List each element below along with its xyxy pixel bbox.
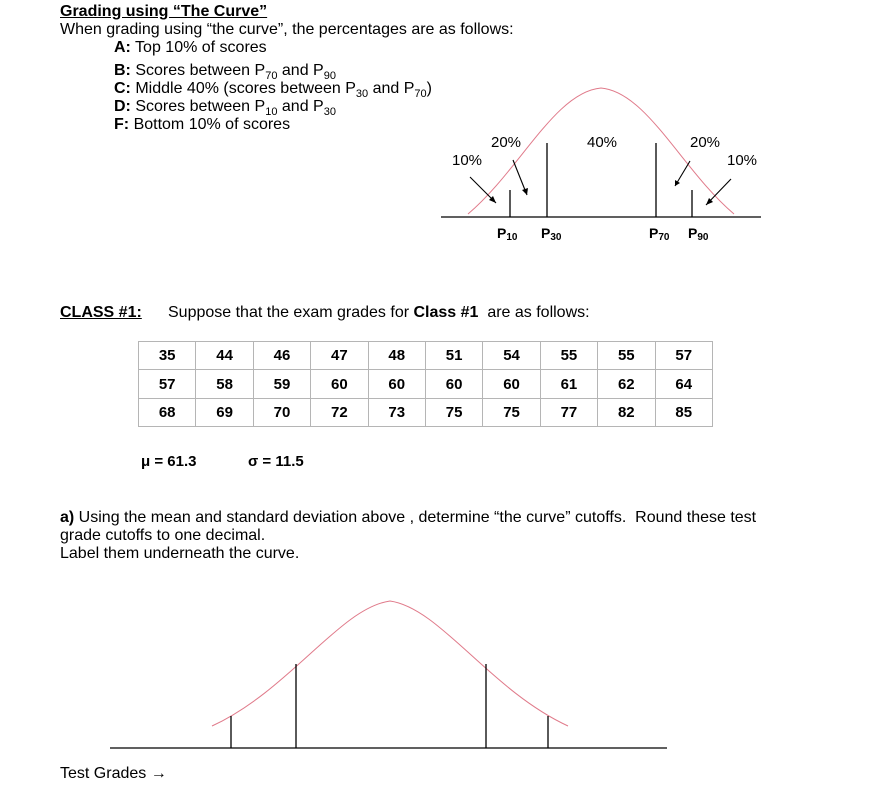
intro-text: When grading using “the curve”, the percentages are as follows:	[60, 21, 514, 38]
grade-c-letter: C:	[114, 80, 131, 97]
table-cell: 73	[368, 398, 425, 426]
grade-b: B: Scores between $P_{70}$ and $P_{90}$	[114, 62, 336, 83]
table-cell: 68	[139, 398, 196, 426]
pct-left: 20%	[491, 134, 522, 151]
table-cell: 62	[598, 370, 655, 398]
grade-f-letter: F:	[114, 116, 130, 133]
table-cell: 64	[655, 370, 712, 398]
table-cell: 60	[483, 370, 540, 398]
table-cell: 69	[196, 398, 253, 426]
table-cell: 35	[139, 342, 196, 370]
table-cell: 48	[368, 342, 425, 370]
table-cell: 57	[655, 342, 712, 370]
page-title: Grading using “The Curve”	[60, 3, 268, 20]
question-line-2: grade cutoffs to one decimal.	[60, 527, 266, 544]
class-description: Suppose that the exam grades for Class #1 are as follows:	[168, 304, 590, 321]
table-cell: 55	[540, 342, 597, 370]
table-cell: 70	[253, 398, 310, 426]
grade-c: C: Middle 40% (scores between $P_{30}$ and $P_{70}$)	[114, 80, 432, 101]
table-cell: 57	[139, 370, 196, 398]
table-cell: 60	[368, 370, 425, 398]
table-cell: 75	[425, 398, 482, 426]
label-p90: P90	[688, 225, 709, 243]
question-a: a) Using the mean and standard deviation above , determine “the curve” cutoffs. Round these test	[60, 509, 757, 526]
question-line-3: Label them underneath the curve.	[60, 545, 300, 562]
grade-d-letter: D:	[114, 98, 131, 115]
pct-left-tail: 10%	[452, 152, 483, 169]
table-cell: 46	[253, 342, 310, 370]
pct-right-tail: 10%	[727, 152, 758, 169]
grade-a-letter: A:	[114, 39, 131, 56]
table-cell: 77	[540, 398, 597, 426]
table-cell: 47	[311, 342, 368, 370]
pct-mid: 40%	[587, 134, 618, 151]
table-cell: 59	[253, 370, 310, 398]
table-cell: 51	[425, 342, 482, 370]
class-label: CLASS #1:	[60, 304, 142, 321]
table-cell: 82	[598, 398, 655, 426]
label-p70: P70	[649, 225, 670, 243]
grade-f-text: Bottom 10% of scores	[133, 116, 291, 133]
grade-a-text: Top 10% of scores	[135, 39, 267, 56]
table-cell: 54	[483, 342, 540, 370]
table-cell: 85	[655, 398, 712, 426]
blank-bell-curve	[212, 601, 568, 726]
table-cell: 72	[311, 398, 368, 426]
table-cell: 61	[540, 370, 597, 398]
axis-label: Test Grades →	[60, 765, 167, 782]
grade-b-letter: B:	[114, 62, 131, 79]
table-cell: 58	[196, 370, 253, 398]
label-p30: P30	[541, 225, 562, 243]
table-cell: 75	[483, 398, 540, 426]
table-cell: 55	[598, 342, 655, 370]
table-cell: 44	[196, 342, 253, 370]
std-dev-value: σ = 11.5	[248, 453, 304, 470]
pct-right: 20%	[690, 134, 721, 151]
table-cell: 60	[311, 370, 368, 398]
table-cell: 60	[425, 370, 482, 398]
mean-value: μ = 61.3	[141, 453, 197, 470]
grade-d: D: Scores between $P_{10}$ and $P_{30}$	[114, 98, 336, 119]
label-p10: P10	[497, 225, 518, 243]
question-label: a)	[60, 509, 75, 526]
